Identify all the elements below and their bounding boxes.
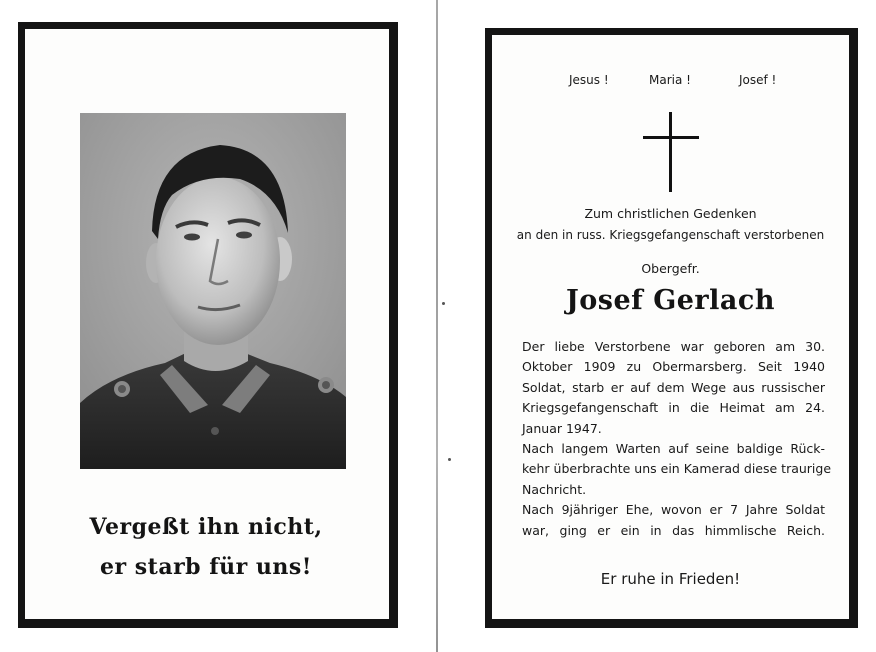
left-card	[18, 22, 398, 628]
biography-line: Soldat, starb er auf dem Wege aus russischer	[522, 379, 825, 395]
biography	[522, 337, 832, 541]
military-rank: Obergefr.	[641, 261, 700, 276]
biography-line: Nach 9jähriger Ehe, wovon er 7 Jahre Soldat	[522, 502, 825, 518]
biography-line: Der liebe Verstorbene war geboren am 30.	[522, 339, 825, 354]
portrait-image	[80, 113, 346, 469]
invocation-maria: Maria !	[649, 73, 691, 87]
invocation-josef: Josef !	[739, 73, 777, 87]
cross-horizontal-bar	[643, 136, 699, 139]
biography-line: war, ging er ein in das himmlische Reich.	[522, 522, 825, 538]
biography-line: Kriegsgefangenschaft in die Heimat am 24.	[522, 400, 825, 416]
portrait-photo	[80, 113, 346, 469]
memorial-line-1: Zum christlichen Gedenken	[584, 206, 757, 221]
right-card	[485, 28, 858, 628]
motto-line-2: er starb für uns!	[100, 554, 312, 580]
invocation-jesus: Jesus !	[569, 73, 609, 87]
biography-line: kehr überbrachte uns ein Kamerad diese traurige	[522, 461, 832, 477]
motto-line-1: Vergeßt ihn nicht,	[89, 514, 323, 540]
biography-line: Januar 1947.	[522, 420, 602, 436]
biography-line: Oktober 1909 zu Obermarsberg. Seit 1940	[522, 359, 825, 375]
deceased-name: Josef Gerlach	[566, 285, 775, 316]
closing-blessing: Er ruhe in Frieden!	[600, 570, 741, 588]
memorial-line-2: an den in russ. Kriegsgefangenschaft verstorbenen	[516, 228, 825, 242]
cross-vertical-bar	[669, 112, 672, 192]
paper-speck	[448, 458, 451, 461]
paper-speck	[442, 302, 445, 305]
biography-line: Nachricht.	[522, 481, 587, 497]
biography-line: Nach langem Warten auf seine baldige Rück-	[522, 440, 825, 456]
fold-crease	[436, 0, 438, 652]
